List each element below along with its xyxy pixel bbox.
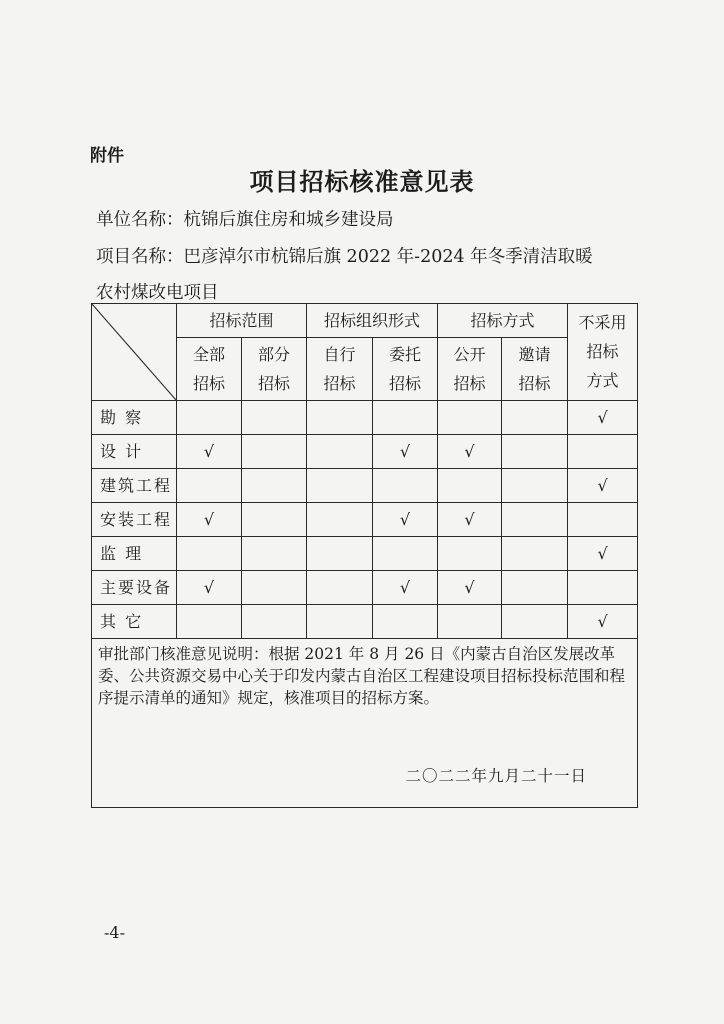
empty-cell (242, 435, 307, 469)
empty-cell (438, 401, 502, 435)
approval-note: 审批部门核准意见说明：根据 2021 年 8 月 26 日《内蒙古自治区发展改革委、公共资源交易中心关于印发内蒙古自治区工程建设项目招标投标范围和程序提示清单的通知》规定，核准项目的招标方案。 (98, 645, 626, 707)
empty-cell (438, 537, 502, 571)
empty-cell (177, 605, 242, 639)
empty-cell (242, 503, 307, 537)
tick-mark: √ (177, 435, 242, 469)
empty-cell (502, 605, 568, 639)
tick-mark: √ (438, 435, 502, 469)
empty-cell (502, 435, 568, 469)
approval-date: 二〇二二年九月二十一日 (405, 767, 588, 785)
row-label: 建筑工程 (92, 469, 177, 503)
empty-cell (373, 469, 438, 503)
empty-cell (177, 469, 242, 503)
table-row (92, 503, 638, 537)
row-label: 主要设备 (92, 571, 177, 605)
empty-cell (373, 401, 438, 435)
table-row (92, 435, 638, 469)
empty-cell (568, 571, 638, 605)
empty-cell (373, 605, 438, 639)
empty-cell (568, 435, 638, 469)
tick-mark: √ (177, 571, 242, 605)
header-public: 公开 招标 (438, 338, 502, 401)
empty-cell (242, 469, 307, 503)
tick-mark: √ (373, 435, 438, 469)
approval-table (91, 303, 638, 808)
table-row (92, 401, 638, 435)
page-number: -4- (104, 923, 125, 942)
empty-cell (502, 503, 568, 537)
empty-cell (438, 605, 502, 639)
empty-cell (242, 605, 307, 639)
empty-cell (307, 605, 373, 639)
header-invite: 邀请 招标 (502, 338, 568, 401)
tick-mark: √ (177, 503, 242, 537)
empty-cell (307, 571, 373, 605)
tick-mark: √ (568, 605, 638, 639)
row-label: 监 理 (92, 537, 177, 571)
table-row (92, 605, 638, 639)
table-row (92, 571, 638, 605)
empty-cell (307, 469, 373, 503)
empty-cell (242, 401, 307, 435)
header-entrust: 委托 招标 (373, 338, 438, 401)
header-not-adopt-3: 方式 (586, 371, 619, 390)
tick-mark: √ (438, 503, 502, 537)
header-not-adopt-1: 不采用 (578, 313, 627, 332)
empty-cell (177, 537, 242, 571)
header-org-form: 招标组织形式 (307, 304, 438, 338)
empty-cell (242, 571, 307, 605)
header-not-adopt (568, 304, 638, 401)
empty-cell (307, 401, 373, 435)
tick-mark: √ (568, 401, 638, 435)
row-label: 设 计 (92, 435, 177, 469)
attachment-label: 附件 (90, 146, 124, 166)
project-name-line-cont: 农村煤改电项目 (96, 283, 219, 303)
tick-mark: √ (438, 571, 502, 605)
table-body (92, 401, 638, 639)
header-all: 全部 招标 (177, 338, 242, 401)
empty-cell (502, 537, 568, 571)
empty-cell (502, 401, 568, 435)
unit-name-line: 单位名称：杭锦后旗住房和城乡建设局 (96, 210, 394, 230)
approval-note-cell (92, 639, 638, 808)
diagonal-corner-cell (92, 304, 177, 401)
header-partial: 部分 招标 (242, 338, 307, 401)
empty-cell (242, 537, 307, 571)
tick-mark: √ (568, 469, 638, 503)
empty-cell (502, 571, 568, 605)
project-name-line: 项目名称：巴彦淖尔市杭锦后旗 2022 年-2024 年冬季清洁取暖 (96, 247, 593, 267)
tick-mark: √ (568, 537, 638, 571)
table-row (92, 469, 638, 503)
empty-cell (502, 469, 568, 503)
empty-cell (307, 537, 373, 571)
empty-cell (177, 401, 242, 435)
empty-cell (373, 537, 438, 571)
page-title: 项目招标核准意见表 (249, 168, 475, 196)
tick-mark: √ (373, 503, 438, 537)
empty-cell (568, 503, 638, 537)
row-label: 其 它 (92, 605, 177, 639)
empty-cell (307, 435, 373, 469)
empty-cell (307, 503, 373, 537)
header-method: 招标方式 (438, 304, 568, 338)
row-label: 安装工程 (92, 503, 177, 537)
tick-mark: √ (373, 571, 438, 605)
header-self: 自行 招标 (307, 338, 373, 401)
header-scope: 招标范围 (177, 304, 307, 338)
empty-cell (438, 469, 502, 503)
header-not-adopt-2: 招标 (586, 342, 619, 361)
table-row (92, 537, 638, 571)
row-label: 勘 察 (92, 401, 177, 435)
